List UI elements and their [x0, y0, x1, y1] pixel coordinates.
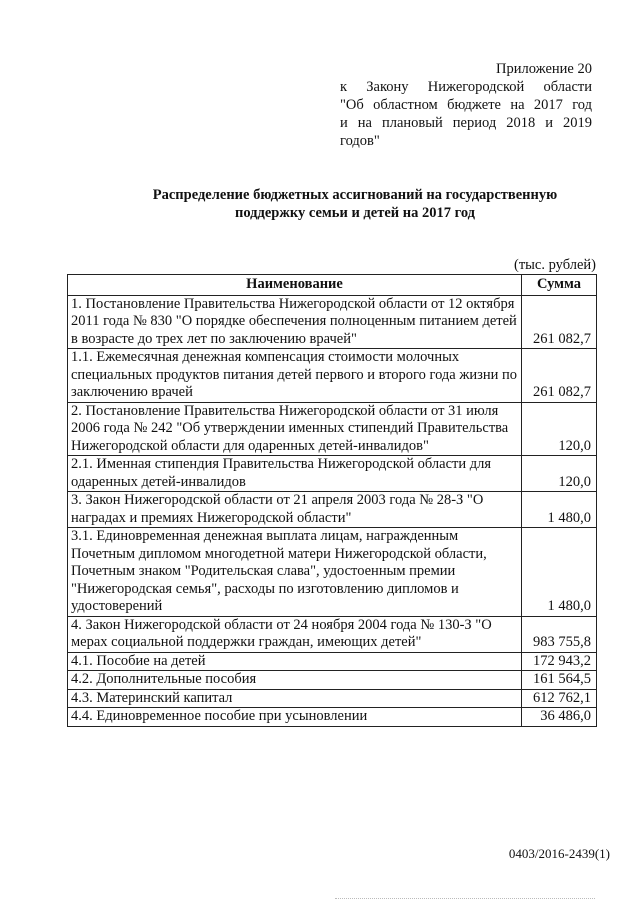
title-line: Распределение бюджетных ассигнований на государственную — [152, 187, 558, 203]
table-header-row — [68, 275, 597, 296]
units-label: (тыс. рублей) — [514, 257, 596, 273]
appendix-line: "Об областном бюджете на 2017 год — [340, 97, 592, 113]
row-name: 4.2. Дополнительные пособия — [68, 671, 522, 690]
row-name: 3. Закон Нижегородской области от 21 апреля 2003 года № 28-З "О наградах и премиях Нижегородской области" — [68, 492, 522, 528]
row-name: 2.1. Именная стипендия Правительства Нижегородской области для одаренных детей-инвалидов — [68, 456, 522, 492]
row-sum: 983 755,8 — [522, 616, 597, 652]
row-sum: 120,0 — [522, 402, 597, 456]
row-name: 1.1. Ежемесячная денежная компенсация стоимости молочных специальных продуктов питания детей первого и второго года жизни по заключению врачей — [68, 349, 522, 403]
table-row — [68, 689, 597, 708]
budget-table — [67, 274, 597, 727]
table-row — [68, 349, 597, 403]
document-title — [100, 186, 610, 222]
row-name: 4.4. Единовременное пособие при усыновлении — [68, 708, 522, 727]
row-sum: 261 082,7 — [522, 349, 597, 403]
row-name: 4.3. Материнский капитал — [68, 689, 522, 708]
header-sum: Сумма — [522, 275, 597, 296]
row-name: 2. Постановление Правительства Нижегородской области от 31 июля 2006 года № 242 "Об утверждении именных стипендий Правительства Нижегородской области для одаренных детей-инвалидов" — [68, 402, 522, 456]
row-sum: 36 486,0 — [522, 708, 597, 727]
row-sum: 612 762,1 — [522, 689, 597, 708]
table-row — [68, 616, 597, 652]
table-row — [68, 708, 597, 727]
appendix-line: Приложение 20 — [496, 61, 592, 77]
row-name: 1. Постановление Правительства Нижегородской области от 12 октября 2011 года № 830 "О порядке обеспечения полноценным питанием детей в возрасте до трех лет по заключению врачей" — [68, 295, 522, 349]
row-name: 3.1. Единовременная денежная выплата лицам, награжденным Почетным дипломом многодетной матери Нижегородской области, Почетным знаком "Родительская слава", удостоенным премии "Нижегородская семья", расходы по изготовлению дипломов и удостоверений — [68, 528, 522, 617]
title-line: поддержку семьи и детей на 2017 год — [234, 205, 475, 221]
row-sum: 1 480,0 — [522, 528, 597, 617]
row-sum: 161 564,5 — [522, 671, 597, 690]
row-sum: 261 082,7 — [522, 295, 597, 349]
appendix-block — [340, 60, 592, 150]
appendix-line: к Закону Нижегородской области — [340, 79, 592, 95]
row-name: 4. Закон Нижегородской области от 24 ноября 2004 года № 130-З "О мерах социальной поддержки граждан, имеющих детей" — [68, 616, 522, 652]
table-row — [68, 456, 597, 492]
table-row — [68, 671, 597, 690]
appendix-line: и на плановый период 2018 и 2019 — [340, 115, 592, 131]
row-sum: 1 480,0 — [522, 492, 597, 528]
table-row — [68, 492, 597, 528]
table-row — [68, 528, 597, 617]
appendix-line: годов" — [340, 133, 380, 149]
table-row — [68, 402, 597, 456]
table-row — [68, 295, 597, 349]
row-name: 4.1. Пособие на детей — [68, 652, 522, 671]
document-number: 0403/2016-2439(1) — [508, 846, 610, 861]
row-sum: 172 943,2 — [522, 652, 597, 671]
header-name: Наименование — [68, 275, 522, 296]
row-sum: 120,0 — [522, 456, 597, 492]
table-row — [68, 652, 597, 671]
scan-artifact-line — [335, 898, 595, 900]
